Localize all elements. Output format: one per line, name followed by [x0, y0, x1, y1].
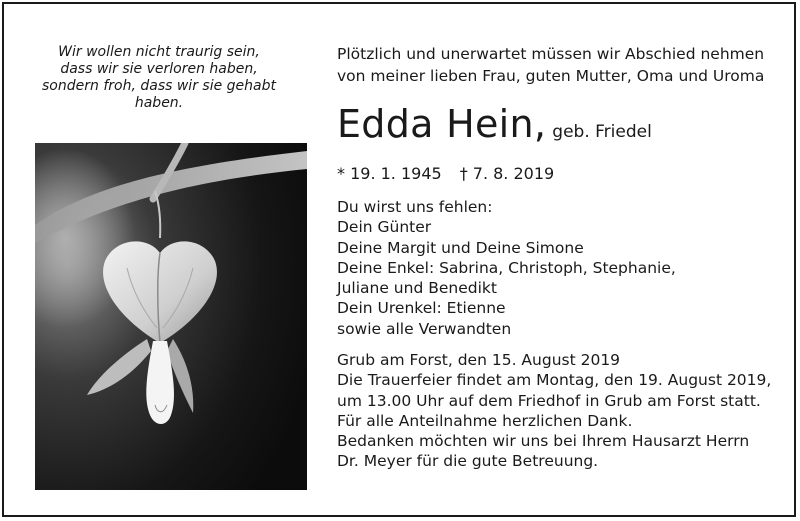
closing-line: Bedanken möchten wir uns bei Ihrem Hausarzt Herrn [337, 432, 750, 451]
mourner-line: Du wirst uns fehlen: [337, 198, 493, 216]
deceased-name [337, 102, 652, 154]
mourner-line: Juliane und Benedikt [337, 279, 497, 298]
closing-text [337, 350, 771, 472]
closing-line: Dr. Meyer für die gute Betreuung. [337, 452, 599, 471]
closing-line: um 13.00 Uhr auf dem Friedhof in Grub am Forst statt. [337, 391, 761, 410]
announcement-line: Plötzlich und unerwartet müssen wir Abschied nehmen [337, 45, 765, 63]
mourner-line: Dein Günter [337, 218, 432, 237]
bleeding-heart-flower-photo [35, 143, 307, 490]
closing-line: Die Trauerfeier findet am Montag, den 19. August 2019, [337, 371, 772, 390]
maiden-name: geb. Friedel [552, 122, 652, 142]
mourner-line: Deine Margit und Deine Simone [337, 238, 584, 257]
closing-line: Für alle Anteilnahme herzlichen Dank. [337, 411, 633, 430]
closing-line: Grub am Forst, den 15. August 2019 [337, 351, 621, 369]
poem-line: sondern froh, dass wir sie gehabt [42, 78, 276, 94]
announcement-line: von meiner lieben Frau, guten Mutter, Oma und Uroma [337, 67, 765, 85]
life-dates [337, 164, 554, 184]
death-date: † 7. 8. 2019 [459, 164, 555, 183]
poem-line: Wir wollen nicht traurig sein, [58, 44, 260, 60]
poem-line: dass wir sie verloren haben, [60, 61, 258, 77]
deceased-full-name: Edda Hein, [337, 102, 547, 146]
birth-date: * 19. 1. 1945 [337, 164, 442, 183]
mourner-line: Deine Enkel: Sabrina, Christoph, Stephanie, [337, 258, 676, 277]
obituary-card [2, 2, 796, 517]
memorial-poem [34, 44, 284, 112]
mourner-line: sowie alle Verwandten [337, 319, 512, 338]
mourners-list [337, 197, 676, 339]
mourner-line: Dein Urenkel: Etienne [337, 299, 506, 318]
poem-line: haben. [134, 95, 184, 111]
